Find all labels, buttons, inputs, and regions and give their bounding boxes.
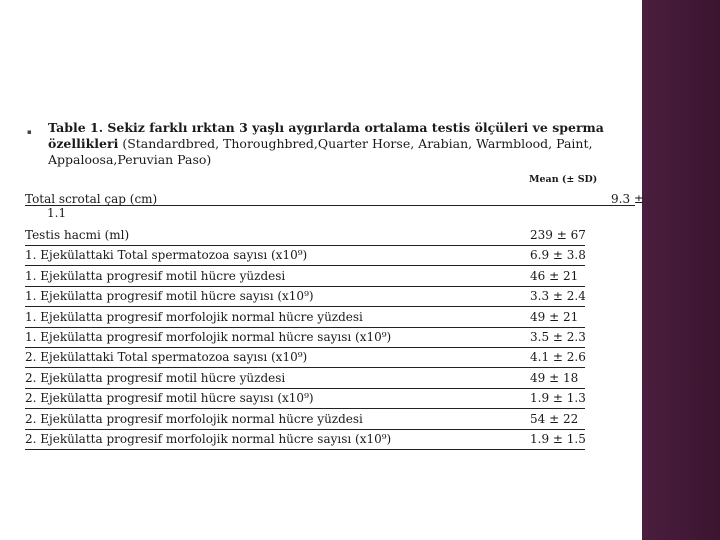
row-value: 4.1 ± 2.6 bbox=[530, 350, 586, 365]
table-row bbox=[25, 350, 640, 370]
row-value: 239 ± 67 bbox=[530, 228, 586, 242]
value-underline bbox=[530, 245, 585, 246]
row-underline bbox=[25, 286, 530, 287]
bullet-icon: ▪ bbox=[27, 128, 32, 136]
row-value: 1.9 ± 1.3 bbox=[530, 391, 586, 406]
row-underline bbox=[25, 245, 530, 246]
caption-breeds: (Standardbred, Thoroughbred,Quarter Horse, Arabian, Warmblood, Paint, Appaloosa,Peruvian Paso) bbox=[48, 136, 593, 167]
row-value: 1.9 ± 1.5 bbox=[530, 432, 586, 446]
value-underline bbox=[530, 449, 585, 450]
table-row-scrotal bbox=[25, 192, 644, 220]
row-value-continued: 1.1 bbox=[47, 206, 67, 220]
value-underline bbox=[530, 408, 585, 409]
row-underline bbox=[25, 429, 530, 430]
row-value: 54 ± 22 bbox=[530, 411, 579, 426]
row-underline bbox=[25, 327, 530, 328]
caption-title: Table 1. Sekiz farklı ırktan 3 yaşlı aygırlarda ortalama testis ölçüleri ve sperma özellikleri bbox=[48, 120, 604, 151]
row-underline bbox=[25, 408, 530, 409]
value-underline bbox=[530, 347, 585, 348]
row-underline bbox=[25, 265, 530, 266]
row-underline bbox=[25, 367, 530, 368]
slide-side-bar bbox=[642, 0, 720, 540]
row-value: 3.5 ± 2.3 bbox=[530, 330, 586, 344]
value-underline bbox=[530, 327, 585, 328]
row-label: 2. Ejekülattaki Total spermatozoa sayısı (x10⁹) bbox=[25, 350, 308, 365]
row-underline bbox=[25, 306, 530, 307]
row-label: 2. Ejekülatta progresif motil hücre sayısı (x10⁹) bbox=[25, 391, 314, 406]
row-underline bbox=[25, 449, 530, 450]
table-row bbox=[25, 310, 640, 330]
row-label: 1. Ejekülatta progresif motil hücre yüzdesi bbox=[25, 268, 286, 283]
row-label: 1. Ejekülattaki Total spermatozoa sayısı (x10⁹) bbox=[25, 248, 308, 263]
row-value: 49 ± 18 bbox=[530, 370, 579, 385]
table-row bbox=[25, 289, 640, 309]
value-underline bbox=[530, 367, 585, 368]
table-caption bbox=[48, 120, 623, 168]
table-row bbox=[25, 330, 640, 350]
row-label: 2. Ejekülatta progresif morfolojik normal hücre sayısı (x10⁹) bbox=[25, 432, 392, 446]
table-row bbox=[25, 371, 640, 391]
row-label: 2. Ejekülatta progresif motil hücre yüzdesi bbox=[25, 370, 286, 385]
table-row bbox=[25, 412, 640, 432]
row-value: 9.3 ± bbox=[611, 192, 644, 206]
table-row bbox=[25, 228, 640, 248]
row-label: 1. Ejekülatta progresif motil hücre sayısı (x10⁹) bbox=[25, 289, 314, 304]
row-underline bbox=[25, 388, 530, 389]
mean-column-header: Mean (± SD) bbox=[529, 174, 598, 185]
row-label: Total scrotal çap (cm) bbox=[25, 192, 158, 206]
row-value: 46 ± 21 bbox=[530, 268, 579, 283]
table-row bbox=[25, 391, 640, 411]
table-row bbox=[25, 248, 640, 268]
row-value: 3.3 ± 2.4 bbox=[530, 289, 586, 304]
value-underline bbox=[530, 388, 585, 389]
row-value: 6.9 ± 3.8 bbox=[530, 248, 586, 263]
row-label: 1. Ejekülatta progresif morfolojik normal hücre sayısı (x10⁹) bbox=[25, 330, 392, 344]
row-underline bbox=[25, 205, 635, 206]
value-underline bbox=[530, 429, 585, 430]
value-underline bbox=[530, 286, 585, 287]
row-label: 2. Ejekülatta progresif morfolojik normal hücre yüzdesi bbox=[25, 411, 363, 426]
table-row bbox=[25, 269, 640, 289]
row-label: 1. Ejekülatta progresif morfolojik normal hücre yüzdesi bbox=[25, 309, 363, 324]
row-label: Testis hacmi (ml) bbox=[25, 228, 130, 242]
table-row bbox=[25, 432, 640, 452]
value-underline bbox=[530, 265, 585, 266]
value-underline bbox=[530, 306, 585, 307]
row-value: 49 ± 21 bbox=[530, 309, 579, 324]
row-underline bbox=[25, 347, 530, 348]
